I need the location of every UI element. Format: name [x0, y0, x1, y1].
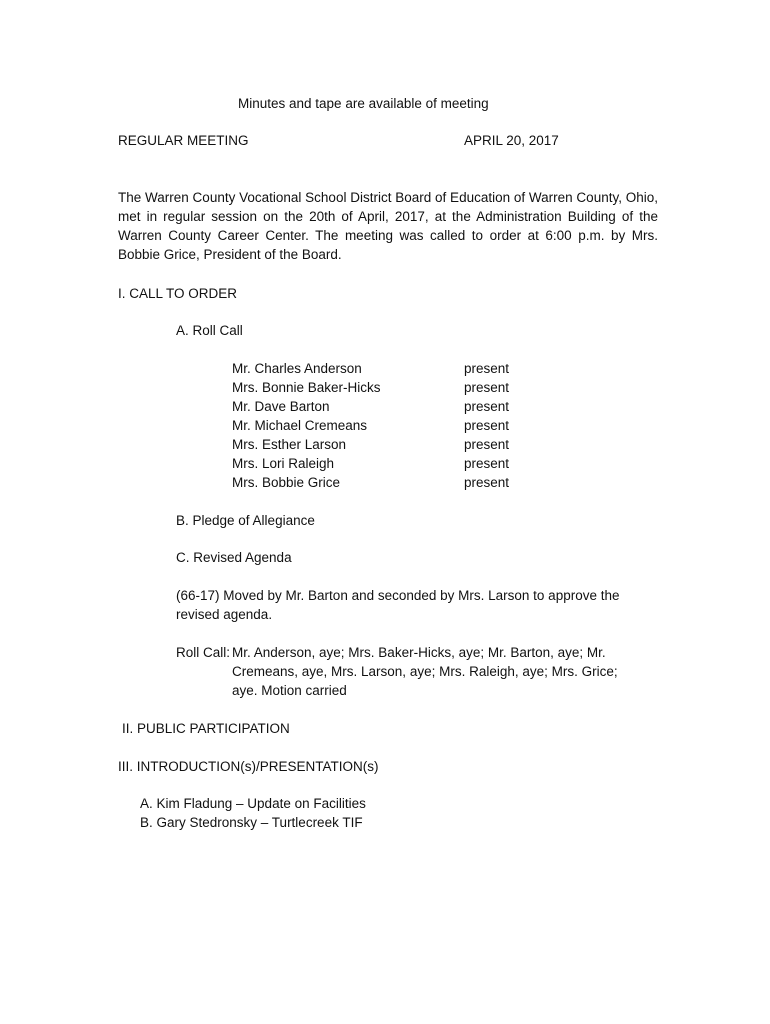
motion-text: (66-17) Moved by Mr. Barton and seconded by Mrs. Larson to approve the revised agenda. — [176, 588, 620, 622]
section-heading-call-to-order: I. CALL TO ORDER — [118, 286, 238, 301]
meeting-date: APRIL 20, 2017 — [464, 133, 559, 148]
section-heading-public-participation: II. PUBLIC PARTICIPATION — [122, 721, 290, 736]
member-name: Mr. Charles Anderson — [232, 361, 362, 376]
roll-call-vote-label: Roll Call: — [176, 645, 231, 660]
member-status: present — [464, 418, 510, 433]
member-name: Mr. Dave Barton — [232, 399, 330, 414]
member-status: present — [464, 475, 510, 490]
member-status: present — [464, 380, 510, 395]
roll-call-row — [232, 359, 552, 378]
member-status: present — [464, 437, 510, 452]
member-status: present — [464, 399, 510, 414]
presentation-list — [140, 794, 366, 832]
list-item: B. Gary Stedronsky – Turtlecreek TIF — [140, 815, 363, 830]
member-status: present — [464, 361, 510, 376]
roll-call-row — [232, 416, 552, 435]
member-name: Mrs. Bonnie Baker-Hicks — [232, 380, 381, 395]
roll-call-row — [232, 378, 552, 397]
roll-call-row — [232, 397, 552, 416]
roll-call-heading: A. Roll Call — [176, 323, 243, 338]
member-name: Mrs. Esther Larson — [232, 437, 347, 452]
member-name: Mrs. Lori Raleigh — [232, 456, 335, 471]
revised-agenda-item: C. Revised Agenda — [176, 550, 292, 565]
meeting-type: REGULAR MEETING — [118, 133, 249, 148]
section-heading-introductions: III. INTRODUCTION(s)/PRESENTATION(s) — [118, 759, 379, 774]
roll-call-row — [232, 454, 552, 473]
pledge-item: B. Pledge of Allegiance — [176, 513, 315, 528]
list-item: A. Kim Fladung – Update on Facilities — [140, 796, 366, 811]
member-name: Mr. Michael Cremeans — [232, 418, 368, 433]
roll-call-table — [232, 359, 552, 492]
member-status: present — [464, 456, 510, 471]
member-name: Mrs. Bobbie Grice — [232, 475, 341, 490]
roll-call-vote-text: Mr. Anderson, aye; Mrs. Baker-Hicks, aye; Mr. Barton, aye; Mr. Cremeans, aye, Mrs. Larson, aye; Mrs. Raleigh, aye; Mrs. Grice; aye. Motion carried — [232, 645, 618, 698]
intro-paragraph: The Warren County Vocational School District Board of Education of Warren County, Ohio, met in regular session on the 20th of April, 2017, at the Administration Building of the Warren County Career Center. The meeting was called to order at 6:00 p.m. by Mrs. Bobbie Grice, President of the Board. — [118, 190, 658, 262]
roll-call-row — [232, 435, 552, 454]
roll-call-row — [232, 473, 552, 492]
header-note: Minutes and tape are available of meeting — [238, 96, 489, 111]
